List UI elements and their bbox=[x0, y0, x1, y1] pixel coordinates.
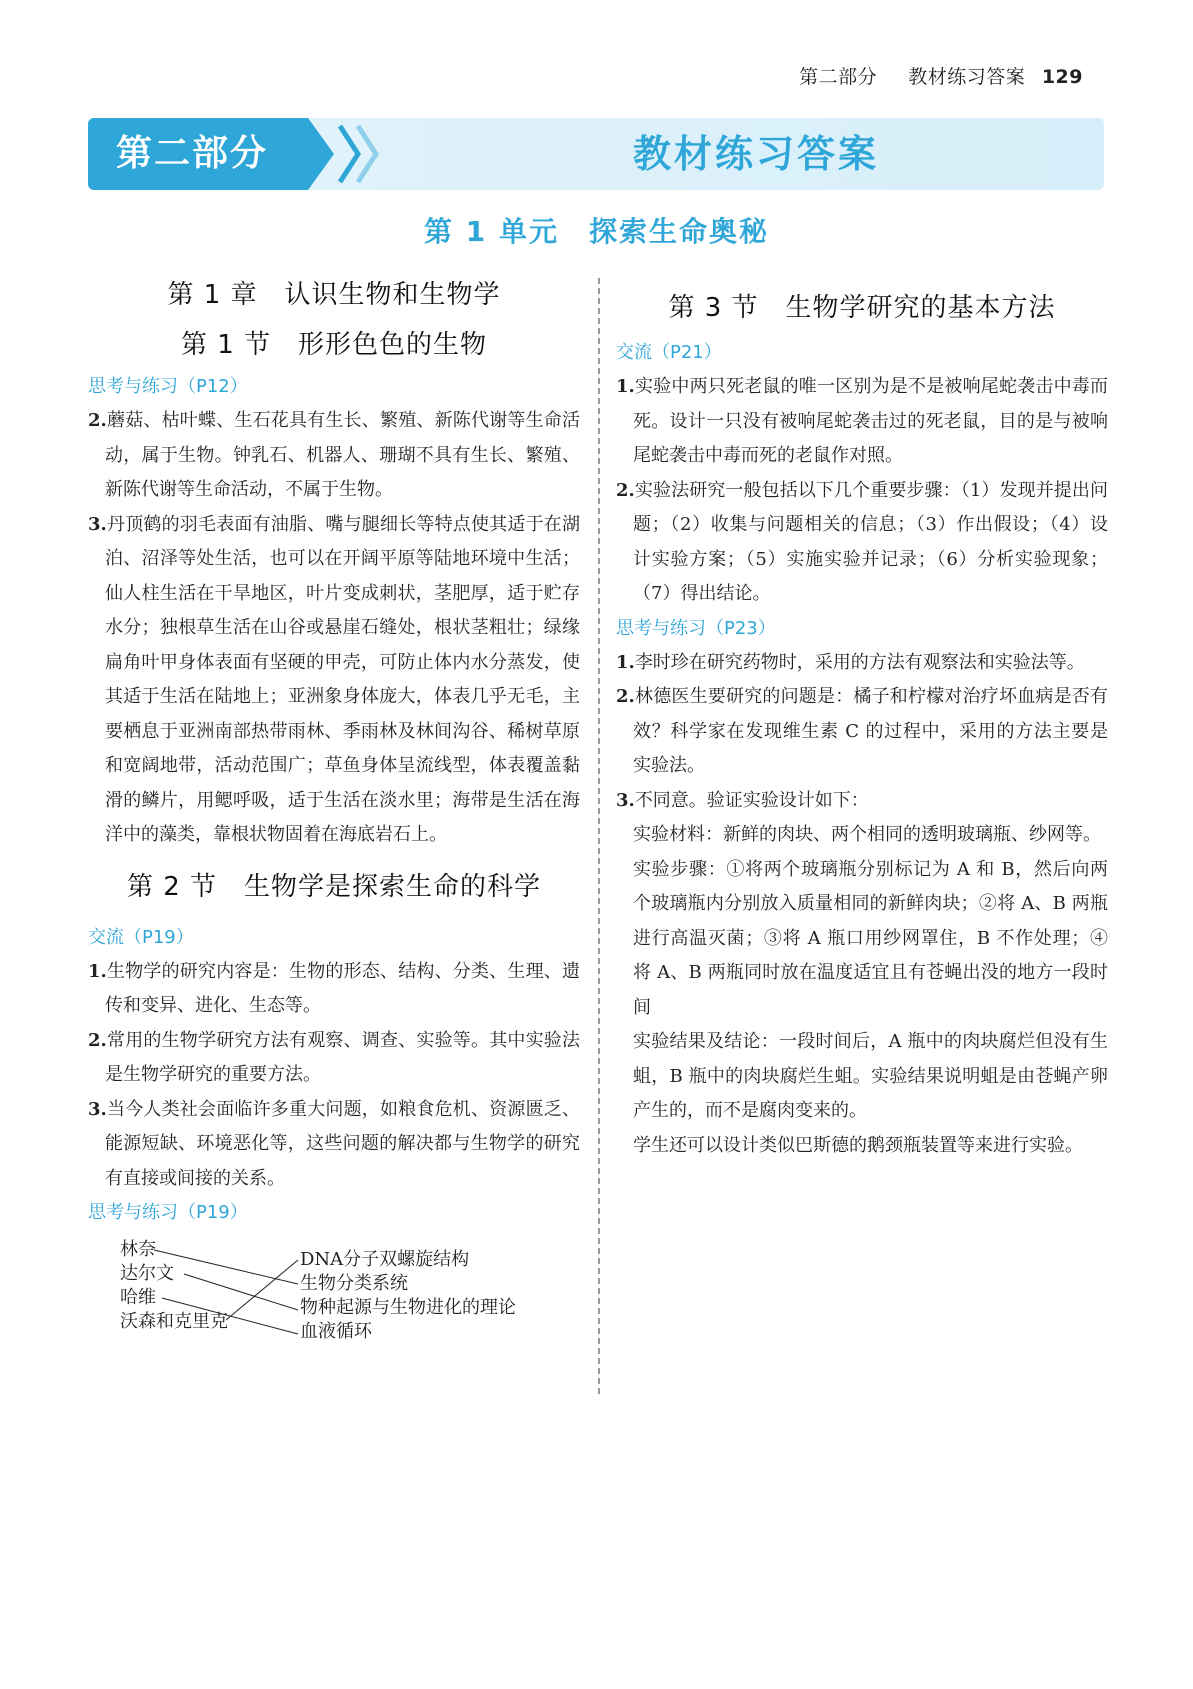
item-number: 2 bbox=[616, 479, 629, 501]
exercise-tag: 思考与练习（P19） bbox=[88, 1202, 248, 1223]
experiment-results: 实验结果及结论：一段时间后，A 瓶中的肉块腐烂但没有生蛆，B 瓶中的肉块腐烂生蛆。实验结果说明蛆是由苍蝇产卵产生的，而不是腐肉变来的。 bbox=[633, 1031, 1108, 1121]
item-number: 3 bbox=[88, 513, 101, 535]
left-column bbox=[88, 270, 580, 1360]
banner-title: 教材练习答案 bbox=[632, 132, 879, 176]
answer-item: 3.不同意。验证实验设计如下： bbox=[616, 789, 869, 811]
item-text: 当今人类社会面临许多重大问题，如粮食危机、资源匮乏、能源短缺、环境恶化等，这些问题的解决都与生物学的研究有直接或间接的关系。 bbox=[105, 1098, 580, 1189]
item-number: 1 bbox=[616, 376, 629, 397]
item-text: 生物学的研究内容是：生物的形态、结构、分类、生理、遗传和变异、进化、生态等。 bbox=[105, 960, 580, 1016]
achievement-label: 血液循环 bbox=[300, 1321, 372, 1342]
achievement-label: 生物分类系统 bbox=[300, 1273, 408, 1294]
banner-part-label: 第二部分 bbox=[88, 118, 308, 190]
experiment-materials: 实验材料：新鲜的肉块、两个相同的透明玻璃瓶、纱网等。 bbox=[633, 824, 1101, 845]
item-number: 2 bbox=[88, 1029, 101, 1051]
exchange-tag: 交流（P21） bbox=[616, 342, 722, 363]
experiment-steps: 实验步骤：①将两个玻璃瓶分别标记为 A 和 B，然后向两个玻璃瓶内分别放入质量相同的新鲜肉块；②将 A、B 两瓶进行高温灭菌；③将 A 瓶口用纱网罩住，B 不作处理；④将 A、B 两瓶同时放在温度适宜且有苍蝇出没的地方一段时间 bbox=[633, 858, 1108, 1018]
header-title: 教材练习答案 bbox=[908, 66, 1026, 88]
item-text: 常用的生物学研究方法有观察、调查、实验等。其中实验法是生物学研究的重要方法。 bbox=[105, 1029, 580, 1085]
exercise-tag: 思考与练习（P12） bbox=[88, 376, 248, 397]
item-text: 李时珍在研究药物时，采用的方法有观察法和实验法等。 bbox=[634, 651, 1085, 673]
unit-title: 第 1 单元 探索生命奥秘 bbox=[424, 215, 769, 248]
answer-item: 2.常用的生物学研究方法有观察、调查、实验等。其中实验法是生物学研究的重要方法。 bbox=[88, 1029, 580, 1085]
section-title: 第 2 节 生物学是探索生命的科学 bbox=[126, 871, 542, 902]
scientist-label: 达尔文 bbox=[120, 1263, 174, 1284]
item-text: 不同意。验证实验设计如下： bbox=[634, 789, 869, 811]
section-title: 第 3 节 生物学研究的基本方法 bbox=[668, 293, 1056, 323]
answer-item: 2.实验法研究一般包括以下几个重要步骤：（1）发现并提出问题；（2）收集与问题相关的信息；（3）作出假设；（4）设计实验方案；（5）实施实验并记录；（6）分析实验现象；（7）得出结论。 bbox=[616, 479, 1108, 604]
answer-item: 1.生物学的研究内容是：生物的形态、结构、分类、生理、遗传和变异、进化、生态等。 bbox=[88, 960, 580, 1016]
answer-item: 3.当今人类社会面临许多重大问题，如粮食危机、资源匮乏、能源短缺、环境恶化等，这些问题的解决都与生物学的研究有直接或间接的关系。 bbox=[88, 1098, 580, 1189]
achievement-label: 物种起源与生物进化的理论 bbox=[300, 1297, 516, 1318]
achievement-label: DNA分子双螺旋结构 bbox=[300, 1249, 470, 1270]
scientist-label: 沃森和克里克 bbox=[120, 1311, 228, 1332]
item-text: 蘑菇、枯叶蝶、生石花具有生长、繁殖、新陈代谢等生命活动，属于生物。钟乳石、机器人、珊瑚不具有生长、繁殖、新陈代谢等生命活动，不属于生物。 bbox=[105, 410, 580, 500]
answer-item: 1.实验中两只死老鼠的唯一区别为是不是被响尾蛇袭击中毒而死。设计一只没有被响尾蛇袭击过的死老鼠，目的是与被响尾蛇袭击中毒而死的老鼠作对照。 bbox=[616, 376, 1108, 466]
item-number: 2 bbox=[88, 410, 101, 431]
scientist-label: 林奈 bbox=[120, 1239, 156, 1260]
item-number: 1 bbox=[616, 651, 629, 673]
item-text: 林德医生要研究的问题是：橘子和柠檬对治疗坏血病是否有效？科学家在发现维生素 C 的过程中，采用的方法主要是实验法。 bbox=[633, 686, 1108, 776]
exchange-tag: 交流（P19） bbox=[88, 926, 194, 948]
running-head bbox=[799, 62, 1083, 89]
column-divider bbox=[598, 278, 600, 1394]
item-text: 实验中两只死老鼠的唯一区别为是不是被响尾蛇袭击中毒而死。设计一只没有被响尾蛇袭击过的死老鼠，目的是与被响尾蛇袭击中毒而死的老鼠作对照。 bbox=[633, 376, 1108, 466]
answer-item: 2.林德医生要研究的问题是：橘子和柠檬对治疗坏血病是否有效？科学家在发现维生素 C 的过程中，采用的方法主要是实验法。 bbox=[616, 686, 1108, 776]
header-part: 第二部分 bbox=[799, 66, 878, 88]
matching-diagram bbox=[88, 1230, 580, 1360]
answer-item: 2.蘑菇、枯叶蝶、生石花具有生长、繁殖、新陈代谢等生命活动，属于生物。钟乳石、机器人、珊瑚不具有生长、繁殖、新陈代谢等生命活动，不属于生物。 bbox=[88, 410, 580, 500]
item-number: 2 bbox=[616, 686, 629, 707]
chapter-title: 第 1 章 认识生物和生物学 bbox=[167, 280, 501, 310]
answer-item: 1.李时珍在研究药物时，采用的方法有观察法和实验法等。 bbox=[616, 651, 1085, 673]
experiment-note: 学生还可以设计类似巴斯德的鹅颈瓶装置等来进行实验。 bbox=[633, 1134, 1083, 1156]
scientist-label: 哈维 bbox=[120, 1287, 156, 1308]
item-number: 1 bbox=[88, 960, 101, 982]
item-text: 丹顶鹤的羽毛表面有油脂、嘴与腿细长等特点使其适于在湖泊、沼泽等处生活，也可以在开阔平原等陆地环境中生活；仙人柱生活在干旱地区，叶片变成刺状，茎肥厚，适于贮存水分；独根草生活在山谷或悬崖石缝处，根状茎粗壮；绿缘扁角叶甲身体表面有坚硬的甲壳，可防止体内水分蒸发，使其适于生活在陆地上；亚洲象身体庞大，体表几乎无毛，主要栖息于亚洲南部热带雨林、季雨林及林间沟谷、稀树草原和宽阔地带，活动范围广；草鱼身体呈流线型，体表覆盖黏滑的鳞片，用鳃呼吸，适于生活在淡水里；海带是生活在海洋中的藻类，靠根状物固着在海底岩石上。 bbox=[105, 513, 580, 845]
item-number: 3 bbox=[616, 789, 629, 811]
banner-arrow bbox=[308, 118, 334, 190]
exercise-tag: 思考与练习（P23） bbox=[616, 617, 776, 639]
right-column bbox=[616, 280, 1108, 1163]
item-text: 实验法研究一般包括以下几个重要步骤：（1）发现并提出问题；（2）收集与问题相关的信息；（3）作出假设；（4）设计实验方案；（5）实施实验并记录；（6）分析实验现象；（7）得出结论。 bbox=[633, 479, 1108, 604]
chevron-right-icon bbox=[354, 118, 388, 190]
answer-item: 3.丹顶鹤的羽毛表面有油脂、嘴与腿细长等特点使其适于在湖泊、沼泽等处生活，也可以在开阔平原等陆地环境中生活；仙人柱生活在干旱地区，叶片变成刺状，茎肥厚，适于贮存水分；独根草生活在山谷或悬崖石缝处，根状茎粗壮；绿缘扁角叶甲身体表面有坚硬的甲壳，可防止体内水分蒸发，使其适于生活在陆地上；亚洲象身体庞大，体表几乎无毛，主要栖息于亚洲南部热带雨林、季雨林及林间沟谷、稀树草原和宽阔地带，活动范围广；草鱼身体呈流线型，体表覆盖黏滑的鳞片，用鳃呼吸，适于生活在淡水里；海带是生活在海洋中的藻类，靠根状物固着在海底岩石上。 bbox=[88, 513, 580, 845]
part-banner bbox=[88, 118, 1104, 190]
item-number: 3 bbox=[88, 1098, 101, 1120]
section-title: 第 1 节 形形色色的生物 bbox=[180, 330, 488, 360]
page-number: 129 bbox=[1041, 66, 1083, 88]
